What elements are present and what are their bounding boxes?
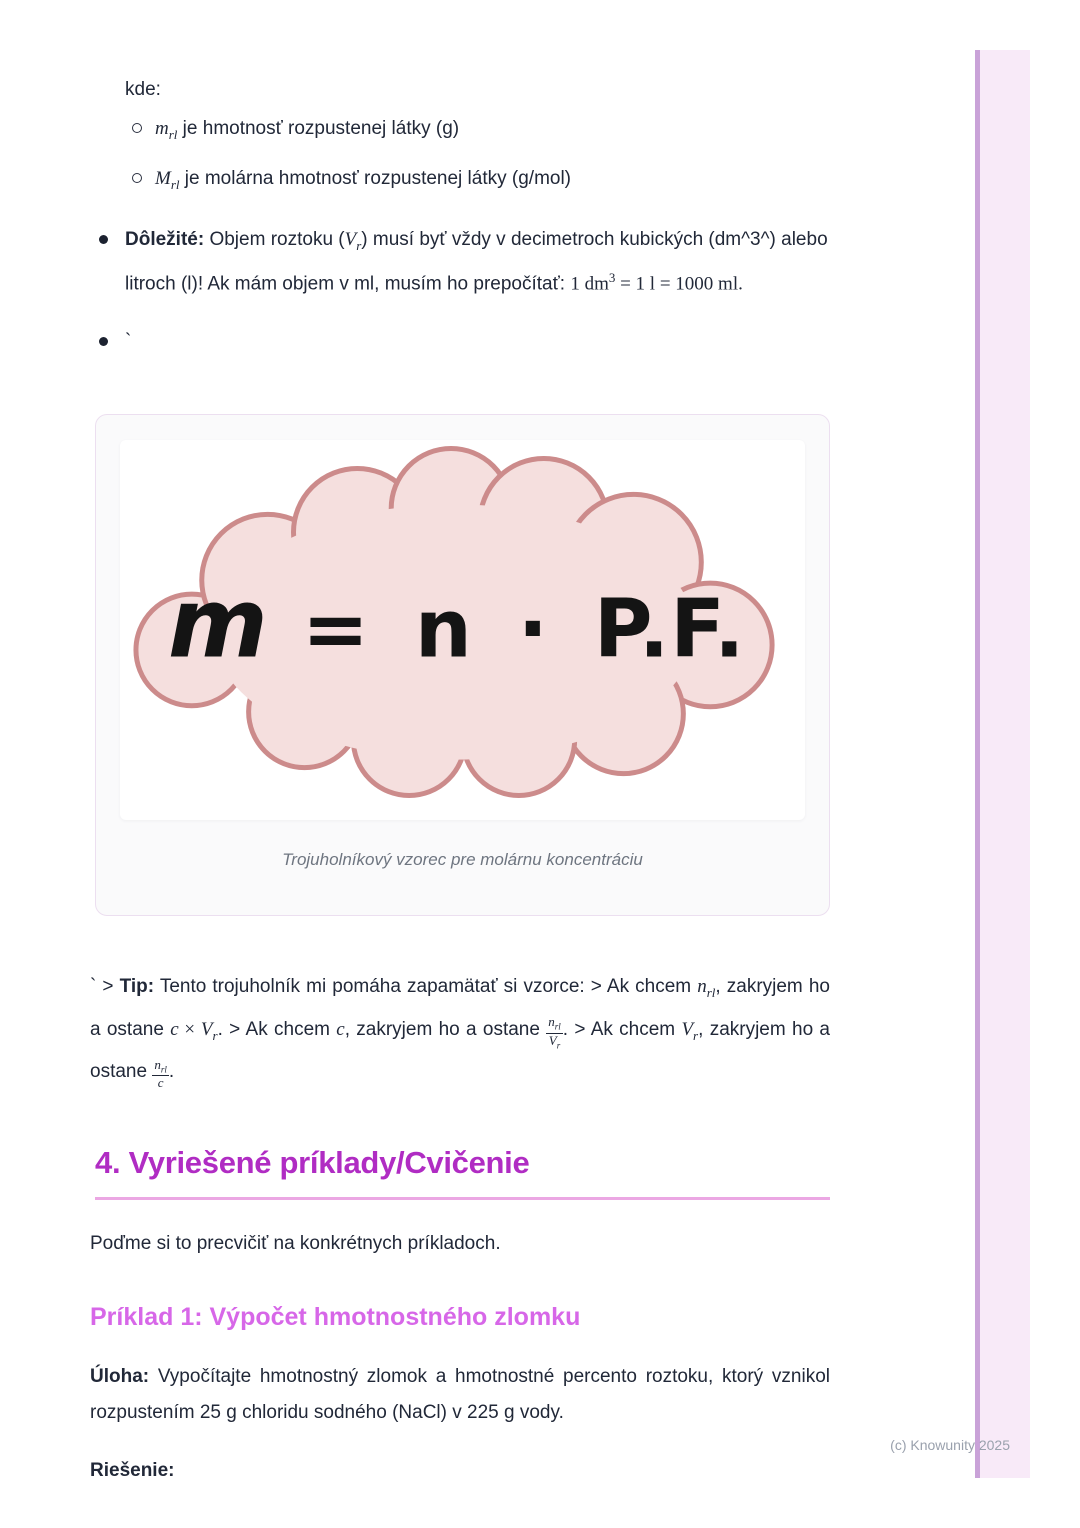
math-symbol: M: [155, 167, 171, 189]
disc-bullet-icon: [99, 235, 108, 244]
figure-image: [120, 440, 805, 820]
math-symbol: V: [200, 1018, 213, 1040]
math-subscript: r: [212, 1027, 218, 1043]
tip-text: . > Ak chcem: [217, 1018, 337, 1040]
tip-label: Tip:: [119, 975, 155, 997]
note-list: [90, 223, 830, 358]
task-paragraph: [90, 1359, 830, 1431]
definition-text: je hmotnosť rozpustenej látky (g): [177, 118, 460, 139]
tip-text: , zakryjem ho a ostane: [90, 1018, 831, 1083]
tip-prefix: ` >: [90, 975, 120, 997]
unit-formula-exponent: 3: [608, 270, 616, 286]
important-label: Dôležité:: [125, 228, 205, 250]
tip-paragraph: [90, 968, 830, 1091]
stray-bullet-item: [90, 325, 830, 358]
kde-label: kde:: [125, 79, 161, 100]
definition-text: je molárna hmotnosť rozpustenej látky (g/mol): [179, 167, 572, 189]
figure-caption: Trojuholníkový vzorec pre molárnu koncentráciu: [282, 849, 643, 869]
important-text-before: Objem roztoku (: [204, 228, 345, 250]
math-symbol: V: [344, 228, 357, 250]
circle-bullet-icon: [132, 123, 142, 133]
math-symbol: n: [697, 975, 707, 997]
example-heading: Príklad 1: Výpočet hmotnostného zlomku: [90, 1303, 581, 1332]
math-subscript: rl: [168, 126, 178, 142]
task-label: Úloha:: [90, 1366, 150, 1388]
math-symbol: V: [681, 1018, 694, 1040]
math-subscript: rl: [706, 984, 716, 1000]
math-subscript: rl: [170, 176, 180, 192]
circle-bullet-icon: [132, 173, 142, 183]
figure-card: [95, 414, 830, 916]
important-text-after: ) musí byť vždy v decimetroch kubických (dm^3^) alebo litroch (l)! Ak mám objem v ml, musím ho prepočítať:: [125, 228, 828, 295]
section-heading: 4. Vyriešené príklady/Cvičenie: [95, 1145, 530, 1181]
right-margin-stripe-panel: [980, 50, 1030, 1478]
math-symbol: c: [170, 1018, 179, 1040]
tip-text: , zakryjem ho a ostane: [90, 975, 830, 1040]
definition-item-Mrl: [90, 164, 830, 199]
times-operator: ×: [178, 1018, 201, 1040]
math-symbol: c: [336, 1018, 345, 1040]
section-lead: Poďme si to precvičiť na konkrétnych príkladoch.: [90, 1233, 501, 1255]
fraction-nrl-over-vr: $\frac{n_{rl}}{V_r}$: [548, 1014, 561, 1051]
definition-item-mrl: [90, 114, 830, 149]
fraction-nrl-over-c: $\frac{n_{rl}}{c}$: [154, 1057, 167, 1091]
unit-formula: 1 dm: [570, 273, 609, 295]
definition-list: [90, 114, 830, 199]
math-subscript: r: [356, 237, 362, 253]
copyright-footer: (c) Knowunity 2025: [890, 1437, 1010, 1453]
math-symbol: m: [155, 118, 169, 139]
solution-label: Riešenie:: [90, 1460, 175, 1482]
notes-page-content: [90, 78, 830, 1485]
right-margin-stripe-line: [975, 50, 980, 1478]
stray-backtick: `: [125, 330, 132, 352]
cloud-formula: [168, 567, 746, 679]
tip-text: .: [168, 1061, 175, 1083]
tip-text: Tento trojuholník mi pomáha zapamätať si vzorce: > Ak chcem: [154, 975, 698, 997]
formula-mass-symbol: m: [167, 566, 268, 679]
task-text: Vypočítajte hmotnostný zlomok a hmotnostné percento roztoku, ktorý vznikol rozpustením 25 g chloridu sodného (NaCl) v 225 g vody.: [90, 1366, 830, 1424]
unit-formula-rest: = 1 l = 1000 ml.: [615, 273, 743, 295]
disc-bullet-icon: [99, 337, 108, 346]
important-note-item: [90, 223, 830, 301]
tip-text: , zakryjem ho a ostane: [344, 1018, 547, 1040]
math-subscript: r: [693, 1027, 699, 1043]
formula-rest: = n · P.F.: [301, 581, 746, 675]
section-rule: [95, 1197, 830, 1200]
tip-text: . > Ak chcem: [562, 1018, 682, 1040]
